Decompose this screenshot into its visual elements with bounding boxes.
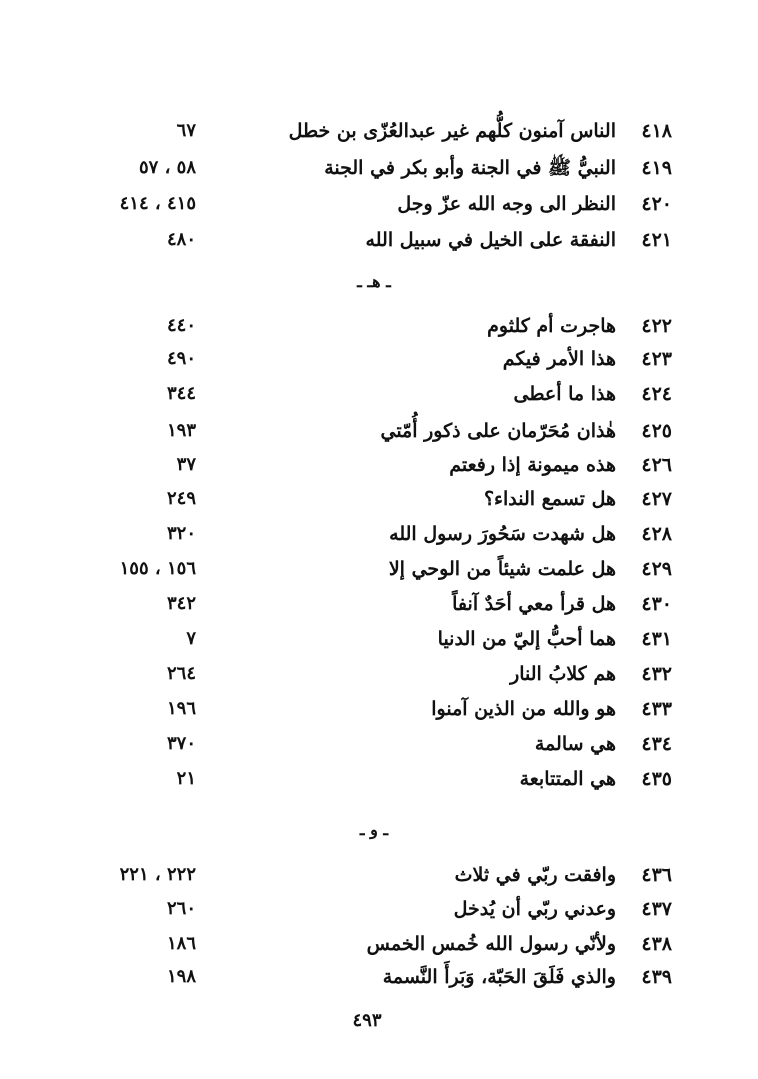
entry-number: ٤٢٤ [641, 383, 672, 405]
section-letter: ـ هـ ـ [357, 272, 391, 291]
entry-number: ٤٣٥ [641, 768, 672, 790]
entry-text: هاجرت أم كلثوم [487, 315, 616, 337]
index-entry [0, 589, 758, 619]
index-entry [0, 519, 758, 549]
entry-pages: ١٩٣ [166, 420, 196, 441]
entry-number: ٤٢٧ [641, 488, 672, 510]
entry-number: ٤٢٥ [641, 420, 672, 442]
entry-text: وافقت ربّي في ثلاث [454, 864, 616, 886]
entry-pages: ٣٢٠ [166, 523, 196, 544]
index-entry [0, 344, 758, 374]
entry-text: هل شهدت سَحُورَ رسول الله [389, 523, 616, 545]
entry-text: النبيُّ ﷺ في الجنة وأبو بكر في الجنة [324, 157, 616, 179]
entry-text: وعدني ربّي أن يُدخل [453, 898, 616, 920]
entry-text: هم كلابُ النار [510, 663, 616, 685]
entry-number: ٤٢٢ [641, 315, 672, 337]
entry-text: هل تسمع النداء؟ [483, 488, 616, 510]
entry-pages: ١٩٨ [166, 966, 196, 987]
index-entry [0, 929, 758, 959]
entry-text: هل علمت شيئاً من الوحي إلا [388, 558, 616, 580]
entry-pages: ٤٩٠ [166, 348, 196, 369]
section-heading-ha [0, 272, 758, 291]
entry-number: ٤٣٩ [641, 966, 672, 988]
entry-pages: ٥٨ ، ٥٧ [138, 157, 196, 178]
entry-pages: ١٩٦ [166, 698, 196, 719]
entry-number: ٤٣٠ [641, 593, 672, 615]
entry-number: ٤٣٣ [641, 698, 672, 720]
entry-number: ٤٣٨ [641, 933, 672, 955]
entry-pages: ٢٤٩ [166, 488, 196, 509]
entry-number: ٤٢٣ [641, 348, 672, 370]
entry-text: النظر الى وجه الله عزّ وجل [397, 193, 616, 215]
entry-number: ٤٢٠ [641, 193, 672, 215]
index-entry [0, 416, 758, 446]
entry-pages: ٤٨٠ [166, 229, 196, 250]
entry-text: هذه ميمونة إذا رفعتم [449, 454, 616, 476]
section-letter: ـ و ـ [359, 820, 389, 839]
entry-number: ٤٢٨ [641, 523, 672, 545]
entry-pages: ٦٧ [176, 120, 196, 141]
entry-pages: ٤٤٠ [166, 315, 196, 336]
entry-text: هما أحبُّ إليّ من الدنيا [437, 628, 616, 650]
entry-text: هذا الأمر فيكم [502, 348, 616, 370]
index-entry [0, 764, 758, 794]
index-entry [0, 729, 758, 759]
entry-number: ٤٣٧ [641, 898, 672, 920]
entry-text: هي المتتابعة [519, 768, 616, 790]
index-entry [0, 894, 758, 924]
entry-pages: ٧ [186, 628, 196, 649]
entry-pages: ٢١ [176, 768, 196, 789]
index-entry [0, 189, 758, 219]
entry-number: ٤٣٦ [641, 864, 672, 886]
page-number [0, 1010, 758, 1031]
entry-text: هٰذان مُحَرّمان على ذكور أُمّتي [380, 420, 616, 442]
entry-pages: ٣٤٢ [166, 593, 196, 614]
entry-pages: ٣٧٠ [166, 733, 196, 754]
section-heading-waw [0, 820, 758, 839]
index-entry [0, 554, 758, 584]
entry-pages: ١٥٦ ، ١٥٥ [119, 558, 196, 579]
index-entry [0, 225, 758, 255]
index-entry [0, 311, 758, 341]
index-entry [0, 659, 758, 689]
entry-text: هو والله من الذين آمنوا [431, 698, 616, 720]
entry-number: ٤٣١ [641, 628, 672, 650]
entry-number: ٤٢٩ [641, 558, 672, 580]
entry-number: ٤١٨ [641, 120, 672, 142]
page-number-text: ٤٩٣ [352, 1010, 382, 1031]
entry-number: ٤٢٦ [641, 454, 672, 476]
entry-pages: ٢٦٤ [166, 663, 196, 684]
entry-number: ٤١٩ [641, 157, 672, 179]
entry-pages: ٣٤٤ [166, 383, 196, 404]
entry-text: هي سالمة [534, 733, 616, 755]
entry-pages: ٤١٥ ، ٤١٤ [119, 193, 196, 214]
entry-text: ولأنّي رسول الله خُمس الخمس [366, 933, 616, 955]
entry-number: ٤٣٢ [641, 663, 672, 685]
entry-pages: ٢٦٠ [166, 898, 196, 919]
entry-text: الناس آمنون كلُّهم غير عبدالعُزّى بن خطل [288, 120, 616, 142]
index-entry [0, 379, 758, 409]
entry-text: هل قرأ معي أحَدٌ آنفاً [452, 593, 616, 615]
index-entry [0, 694, 758, 724]
entry-number: ٤٣٤ [641, 733, 672, 755]
entry-text: النفقة على الخيل في سبيل الله [365, 229, 616, 251]
entry-pages: ٣٧ [176, 454, 196, 475]
entry-text: هذا ما أعطى [513, 383, 616, 405]
index-entry [0, 116, 758, 146]
entry-pages: ٢٢٢ ، ٢٢١ [119, 864, 196, 885]
index-entry [0, 484, 758, 514]
index-entry [0, 450, 758, 480]
entry-number: ٤٢١ [641, 229, 672, 251]
index-entry [0, 153, 758, 183]
entry-pages: ١٨٦ [166, 933, 196, 954]
index-entry [0, 860, 758, 890]
entry-text: والذي فَلَقَ الحَبّة، وَبَرأَ النَّسمة [382, 966, 616, 988]
index-entry [0, 624, 758, 654]
index-entry [0, 962, 758, 992]
